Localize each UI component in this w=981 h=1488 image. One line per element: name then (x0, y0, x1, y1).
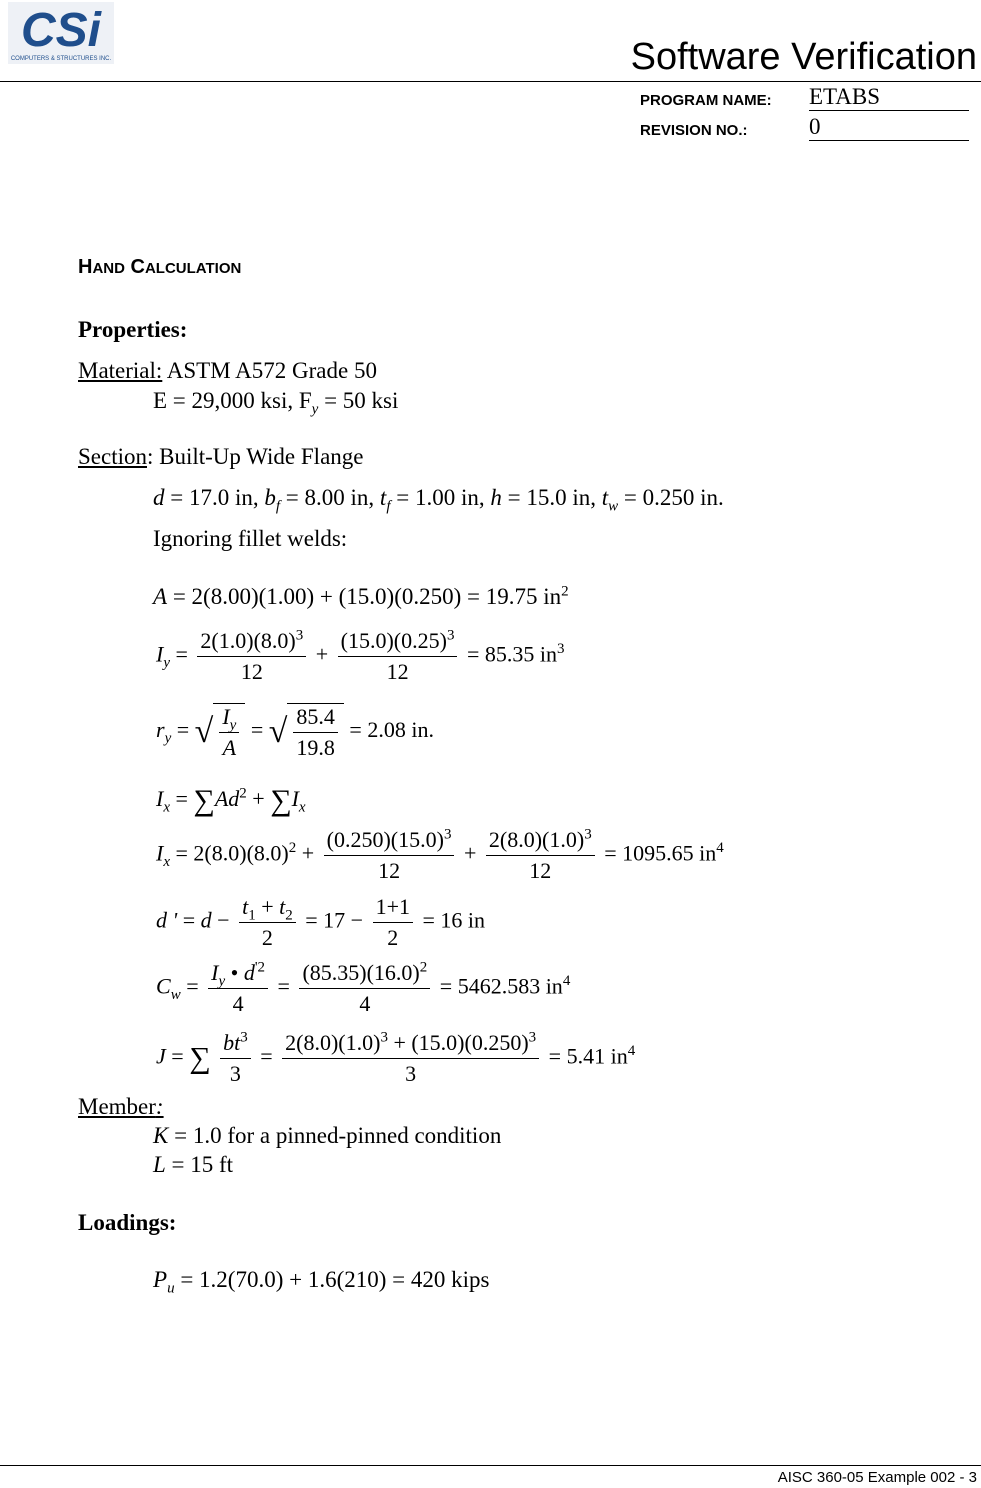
area-equation: A = 2(8.00)(1.00) + (15.0)(0.250) = 19.75 $in^2$ (153, 583, 569, 609)
footer-text: AISC 360-05 Example 002 - 3 (777, 1469, 977, 1486)
program-name-value: ETABS (809, 84, 969, 111)
pu-equation: $P_u = 1.2(70.0) + 1.6(210) = 420$ kips (153, 1267, 490, 1297)
iy-equation: $I_y$ = $\frac{2(1.0)(8.0)^3}{12}$ + $\frac{(15.0)(0.25)^3}{12}$ = 85.35 $in^3$ (156, 627, 565, 684)
page-title: Software Verification (630, 36, 977, 78)
dprime-equation: d ' = d − $\frac{t_1 + t_2}{2}$ = 17 − $\frac{1+1}{2}$ = 16 in (156, 894, 486, 950)
ignoring-fillet-welds: Ignoring fillet welds: (153, 526, 348, 551)
material-line (78, 358, 377, 384)
csi-logo (6, 0, 118, 68)
material-label: Material: (78, 358, 163, 383)
member-line (78, 1094, 164, 1120)
section-value: : Built-Up Wide Flange (147, 444, 364, 469)
revision-label: REVISION NO.: (640, 122, 748, 139)
material-value: ASTM A572 Grade 50 (162, 358, 377, 383)
loadings-title: Loadings: (78, 1210, 177, 1235)
properties-title: Properties: (78, 317, 188, 342)
footer-divider (0, 1465, 981, 1466)
revision-value: 0 (809, 114, 969, 141)
material-props: E = 29,000 ksi, $F_y = 50$ ksi (153, 388, 399, 418)
member-label: Member: (78, 1094, 164, 1119)
program-name-label: PROGRAM NAME: (640, 92, 772, 109)
svg-text:COMPUTERS & STRUCTURES INC.: COMPUTERS & STRUCTURES INC. (10, 56, 112, 62)
ix-definition: $I_x = \sum Ad^2 + \sum I_x$ (156, 784, 306, 817)
section-dimensions: d = 17.0 in, $b_f = 8.00$ in, $t_f = 1.00$ in, h = 15.0 in, $t_w = 0.250$ in. (153, 485, 724, 515)
j-equation: J = ∑ $\frac{bt^3}{3}$ = $\frac{2(8.0)(1.0)^3 + (15.0)(0.250)^3}{3}$ = 5.41 $in^4$ (156, 1029, 636, 1086)
svg-text:CSi: CSi (20, 4, 102, 57)
k-factor: K = 1.0 for a pinned-pinned condition (153, 1123, 502, 1148)
ry-equation: $r_y$ = √ $\frac{I_y}{A}$ = √ $\frac{85.4}{19.8}$ = 2.08 in. (156, 704, 434, 760)
ix-equation: $I_x = 2(8.0)(8.0)^2$ + $\frac{(0.250)(15.0)^3}{12}$ + $\frac{2(8.0)(1.0)^3}{12}$ = 1095.65 $in^4$ (156, 826, 724, 883)
length: L = 15 ft (153, 1152, 234, 1177)
section-line (78, 444, 364, 470)
section-heading: HAND CALCULATION (78, 256, 242, 278)
cw-equation: $C_w$ = $\frac{I_y • d^{'2}}{4}$ = $\frac{(85.35)(16.0)^2}{4}$ = 5462.583 $in^4$ (156, 959, 571, 1016)
csi-logo-graphic (6, 0, 118, 68)
section-label: Section (78, 444, 147, 469)
header-divider (0, 81, 981, 82)
